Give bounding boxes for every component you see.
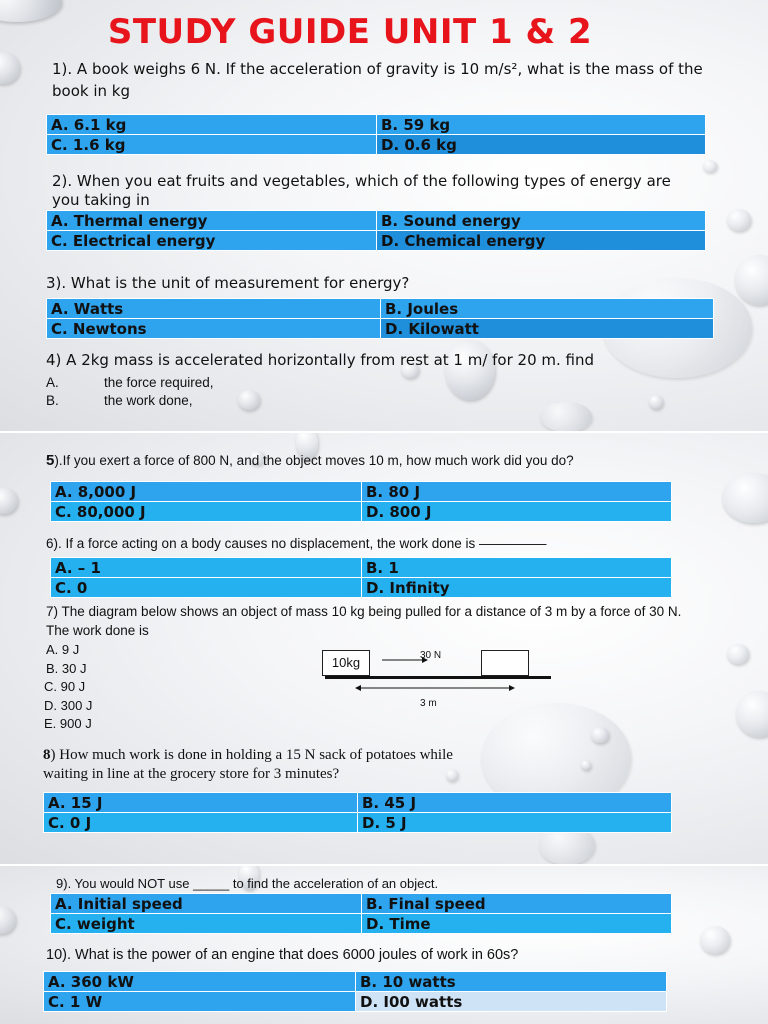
- question-4-part-b: [46, 392, 193, 410]
- option-c[interactable]: C. 1.6 kg: [47, 135, 377, 155]
- water-drop: [581, 760, 591, 770]
- option-c[interactable]: C. Electrical energy: [47, 231, 377, 251]
- question-3: 3). What is the unit of measurement for energy?: [46, 274, 410, 292]
- option-d[interactable]: D. 800 J: [362, 502, 672, 522]
- option-d[interactable]: D. I00 watts: [356, 992, 667, 1012]
- water-drop: [0, 52, 20, 84]
- water-drop: [722, 473, 768, 523]
- question-9-options: [50, 893, 672, 934]
- option-a[interactable]: A. 6.1 kg: [47, 115, 377, 135]
- question-10-options: [43, 971, 667, 1012]
- question-4-part-a: [46, 374, 214, 392]
- question-1: 1). A book weighs 6 N. If the acceleration of gravity is 10 m/s², what is the mass of the book in kg: [52, 60, 703, 100]
- answer-choice: D. 300 J: [44, 697, 93, 713]
- slide-divider: [0, 431, 768, 433]
- option-c[interactable]: C. 0 J: [44, 813, 358, 833]
- question-7: [46, 602, 706, 640]
- option-c[interactable]: C. Newtons: [47, 319, 381, 339]
- question-10: [46, 946, 686, 965]
- page-title: STUDY GUIDE UNIT 1 & 2: [107, 12, 593, 52]
- distance-arrow: [355, 683, 515, 693]
- part-text: the force required,: [104, 375, 214, 390]
- option-a[interactable]: A. – 1: [51, 558, 362, 578]
- option-a[interactable]: A. 15 J: [44, 793, 358, 813]
- question-text: ).If you exert a force of 800 N, and the object moves 10 m, how much work did you do?: [54, 453, 574, 468]
- option-b[interactable]: B. Joules: [381, 299, 714, 319]
- question-6: [46, 534, 686, 553]
- option-d[interactable]: D. 5 J: [358, 813, 672, 833]
- part-text: the work done,: [104, 393, 193, 408]
- option-b[interactable]: B. 1: [362, 558, 672, 578]
- water-drop: [0, 906, 16, 934]
- question-text: ) The diagram below shows an object of mass 10 kg being pulled for a distance of 3 m by a force of 30 N. The work done is: [46, 604, 682, 638]
- option-b[interactable]: B. 45 J: [358, 793, 672, 813]
- distance-label: 3 m: [420, 698, 437, 709]
- option-c[interactable]: C. 1 W: [44, 992, 356, 1012]
- option-a[interactable]: A. Thermal energy: [47, 211, 377, 231]
- answer-choice: C. 90 J: [44, 679, 86, 694]
- water-drop: [736, 691, 768, 737]
- option-b[interactable]: B. 59 kg: [377, 115, 706, 135]
- question-text: ). You would NOT use _____ to find the acceleration of an object.: [63, 876, 439, 891]
- option-a[interactable]: A. 360 kW: [44, 972, 356, 992]
- question-number: 8: [43, 747, 51, 763]
- question-number: 9: [56, 876, 64, 891]
- option-d[interactable]: D. 0.6 kg: [377, 135, 706, 155]
- question-text: ). If a force acting on a body causes no displacement, the work done is —————: [53, 536, 547, 551]
- option-b[interactable]: B. 80 J: [362, 482, 672, 502]
- question-8: [43, 746, 483, 784]
- water-drop: [591, 727, 609, 743]
- question-5-options: [50, 481, 672, 522]
- question-number: 5: [46, 452, 55, 469]
- force-label: 30 N: [420, 650, 442, 661]
- option-a[interactable]: A. Watts: [47, 299, 381, 319]
- water-drop: [540, 402, 592, 432]
- part-letter: B.: [46, 393, 59, 408]
- question-3-options: [46, 298, 714, 339]
- water-drop: [238, 390, 260, 410]
- question-text: ) How much work is done in holding a 15 N sack of potatoes while waiting in line at the grocery store for 3 minutes?: [43, 747, 453, 782]
- question-number: 6: [46, 536, 54, 551]
- option-b[interactable]: B. Final speed: [362, 894, 672, 914]
- question-8-options: [43, 792, 672, 833]
- answer-choice: B. 30 J: [46, 660, 87, 676]
- question-4: 4) A 2kg mass is accelerated horizontally from rest at 1 m/ for 20 m. find: [46, 351, 595, 369]
- water-drop: [727, 644, 749, 664]
- question-number: 7: [46, 604, 54, 619]
- option-c[interactable]: C. weight: [51, 914, 362, 934]
- force-diagram: [322, 650, 554, 716]
- slide-1: [0, 0, 768, 433]
- ground-line: [325, 676, 551, 679]
- option-d[interactable]: D. Time: [362, 914, 672, 934]
- mass-box: 10kg: [322, 650, 370, 676]
- water-drop: [700, 926, 730, 954]
- option-b[interactable]: B. Sound energy: [377, 211, 706, 231]
- water-drop: [727, 209, 751, 231]
- water-drop: [735, 255, 768, 305]
- question-9: [56, 874, 696, 893]
- option-d[interactable]: D. Chemical energy: [377, 231, 706, 251]
- question-2: 2). When you eat fruits and vegetables, which of the following types of energy are you taking in: [52, 172, 671, 209]
- question-2-options: [46, 210, 706, 251]
- question-6-options: [50, 557, 672, 598]
- option-a[interactable]: A. Initial speed: [51, 894, 362, 914]
- option-d[interactable]: D. Infinity: [362, 578, 672, 598]
- part-letter: A.: [46, 375, 59, 390]
- question-number: 10: [46, 947, 63, 963]
- answer-choice: A. 9 J: [46, 642, 80, 657]
- slide-divider: [0, 864, 768, 866]
- water-drop: [649, 395, 663, 409]
- question-1-options: [46, 114, 706, 155]
- water-drop: [0, 488, 18, 514]
- option-c[interactable]: C. 80,000 J: [51, 502, 362, 522]
- question-text: ). What is the power of an engine that does 6000 joules of work in 60s?: [62, 947, 519, 963]
- option-d[interactable]: D. Kilowatt: [381, 319, 714, 339]
- option-a[interactable]: A. 8,000 J: [51, 482, 362, 502]
- option-c[interactable]: C. 0: [51, 578, 362, 598]
- question-7-answers: [44, 641, 92, 734]
- answer-choice: E. 900 J: [44, 716, 92, 731]
- water-drop: [703, 160, 717, 172]
- question-5: [46, 451, 686, 470]
- option-b[interactable]: B. 10 watts: [356, 972, 667, 992]
- end-position-box: [481, 650, 529, 676]
